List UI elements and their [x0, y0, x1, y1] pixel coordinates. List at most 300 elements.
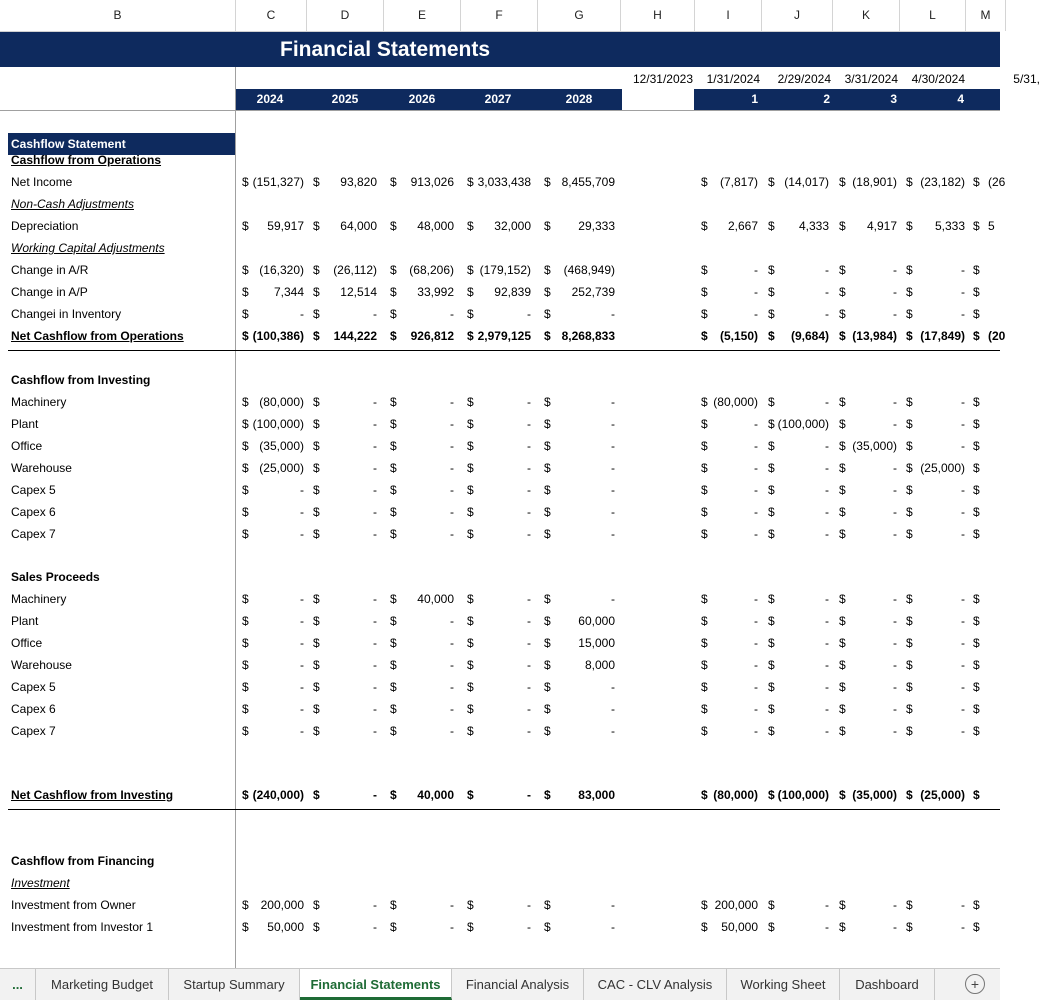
cell-value[interactable]: - — [825, 439, 829, 453]
cell-value[interactable]: 59,917 — [267, 219, 304, 233]
cell-value[interactable]: - — [527, 395, 531, 409]
cell-value[interactable]: - — [961, 592, 965, 606]
cell-value[interactable]: 92,839 — [494, 285, 531, 299]
tab-scroll-more[interactable]: ... — [0, 969, 36, 1000]
cell-value[interactable]: - — [754, 483, 758, 497]
cell-value[interactable]: - — [754, 680, 758, 694]
cell-value[interactable]: 2,979,125 — [477, 329, 531, 343]
cell-value[interactable]: 15,000 — [578, 636, 615, 650]
spreadsheet-grid[interactable] — [0, 32, 1040, 968]
cell-value[interactable]: - — [825, 285, 829, 299]
currency-symbol: $ — [313, 395, 320, 409]
cell-value[interactable]: - — [450, 920, 454, 934]
cell-value[interactable]: - — [373, 788, 377, 802]
cell-value[interactable]: 50,000 — [721, 920, 758, 934]
cell-value[interactable]: - — [300, 505, 304, 519]
cell-value[interactable]: - — [754, 285, 758, 299]
cell-value[interactable]: - — [754, 417, 758, 431]
cell-value[interactable]: - — [961, 527, 965, 541]
cell-value[interactable]: - — [611, 439, 615, 453]
cell-value[interactable]: - — [825, 658, 829, 672]
cell-value[interactable]: 29,333 — [578, 219, 615, 233]
cell-value[interactable] — [988, 281, 1028, 303]
cell-value[interactable]: - — [961, 395, 965, 409]
currency-symbol: $ — [839, 307, 846, 321]
cell-value[interactable]: (26 — [988, 175, 1006, 189]
cell-value[interactable]: - — [611, 898, 615, 912]
cell-value[interactable] — [988, 894, 1028, 916]
cell-value[interactable]: - — [961, 898, 965, 912]
cell-value[interactable]: - — [450, 680, 454, 694]
currency-symbol: $ — [313, 920, 320, 934]
currency-symbol: $ — [390, 417, 397, 431]
cell-value[interactable]: 144,222 — [333, 329, 377, 343]
cell-value[interactable]: - — [893, 592, 897, 606]
cell-value[interactable]: - — [961, 680, 965, 694]
cell-value[interactable]: - — [527, 483, 531, 497]
currency-symbol: $ — [544, 263, 551, 277]
cell-value[interactable]: - — [373, 505, 377, 519]
cell-value[interactable]: - — [527, 614, 531, 628]
currency-symbol: $ — [544, 920, 551, 934]
currency-symbol: $ — [906, 788, 913, 802]
cell-value[interactable]: - — [825, 898, 829, 912]
currency-symbol: $ — [701, 175, 708, 189]
currency-symbol: $ — [242, 898, 249, 912]
cell-value[interactable]: - — [373, 658, 377, 672]
table-row — [0, 894, 1000, 916]
cell-value[interactable]: - — [450, 395, 454, 409]
cell-value[interactable]: - — [373, 614, 377, 628]
cell-value[interactable]: - — [450, 307, 454, 321]
cell-value[interactable]: - — [300, 658, 304, 672]
cell-value[interactable]: (13,984) — [852, 329, 897, 343]
cell-value[interactable]: - — [527, 439, 531, 453]
cell-value[interactable] — [988, 391, 1028, 413]
cell-value[interactable]: 93,820 — [340, 175, 377, 189]
cell-value[interactable]: - — [611, 702, 615, 716]
currency-symbol: $ — [313, 483, 320, 497]
cell-value[interactable]: - — [754, 263, 758, 277]
currency-symbol: $ — [768, 658, 775, 672]
row-label: Change in A/P — [11, 285, 88, 299]
table-row — [0, 171, 1006, 193]
cell-value[interactable]: - — [893, 285, 897, 299]
cell-value[interactable]: - — [450, 702, 454, 716]
cell-value[interactable]: 4,333 — [798, 219, 829, 233]
cell-value[interactable]: - — [300, 614, 304, 628]
cell-value[interactable]: 200,000 — [714, 898, 758, 912]
cell-value[interactable]: 7,344 — [273, 285, 304, 299]
cell-value[interactable]: 252,739 — [571, 285, 615, 299]
cell-value[interactable]: - — [300, 724, 304, 738]
cell-value[interactable] — [988, 523, 1028, 545]
currency-symbol: $ — [906, 614, 913, 628]
column-header-c[interactable]: C — [236, 0, 307, 31]
cell-value[interactable]: - — [527, 724, 531, 738]
cell-value[interactable]: - — [893, 395, 897, 409]
cell-value[interactable]: - — [527, 702, 531, 716]
cell-value[interactable]: - — [450, 439, 454, 453]
cell-value[interactable]: (16,320) — [259, 263, 304, 277]
currency-symbol: $ — [973, 920, 980, 934]
cell-value[interactable]: 32,000 — [494, 219, 531, 233]
cell-value[interactable]: - — [893, 505, 897, 519]
tab-financial-statements[interactable]: Financial Statements — [300, 969, 452, 1000]
cell-value[interactable]: - — [754, 658, 758, 672]
cell-value[interactable]: (25,000) — [920, 788, 965, 802]
cell-value[interactable]: - — [961, 483, 965, 497]
currency-symbol: $ — [906, 592, 913, 606]
cell-value[interactable]: 50,000 — [267, 920, 304, 934]
cell-value[interactable]: - — [961, 285, 965, 299]
cell-value[interactable]: - — [825, 395, 829, 409]
row-label: Cashflow from Investing — [11, 373, 151, 387]
cell-value[interactable]: (179,152) — [479, 263, 531, 277]
currency-symbol: $ — [839, 702, 846, 716]
cell-value[interactable]: - — [373, 395, 377, 409]
cell-value[interactable]: - — [754, 461, 758, 475]
cell-value[interactable]: - — [893, 527, 897, 541]
cell-value[interactable]: - — [373, 461, 377, 475]
cell-value[interactable]: - — [373, 636, 377, 650]
row-label: Plant — [11, 614, 39, 628]
cell-value[interactable]: (240,000) — [252, 788, 304, 802]
cell-value[interactable]: - — [300, 483, 304, 497]
tab-startup-summary[interactable]: Startup Summary — [169, 969, 300, 1000]
cell-value[interactable]: - — [527, 658, 531, 672]
cell-value[interactable]: - — [961, 505, 965, 519]
cell-value[interactable]: (35,000) — [852, 788, 897, 802]
currency-symbol: $ — [973, 680, 980, 694]
cell-value[interactable]: 4,917 — [866, 219, 897, 233]
cell-value[interactable]: 2,667 — [727, 219, 758, 233]
currency-symbol: $ — [839, 920, 846, 934]
cell-value[interactable]: - — [373, 920, 377, 934]
cell-value[interactable]: - — [300, 307, 304, 321]
cell-value[interactable]: - — [961, 636, 965, 650]
cell-value[interactable]: - — [893, 614, 897, 628]
currency-symbol: $ — [313, 724, 320, 738]
cell-value[interactable]: (25,000) — [920, 461, 965, 475]
cell-value[interactable]: - — [450, 898, 454, 912]
currency-symbol: $ — [973, 658, 980, 672]
cell-value[interactable]: - — [825, 920, 829, 934]
column-header-d[interactable]: D — [307, 0, 384, 31]
currency-symbol: $ — [390, 285, 397, 299]
cell-value[interactable]: - — [300, 592, 304, 606]
column-header-m[interactable]: M — [966, 0, 1006, 31]
cell-value[interactable]: - — [825, 483, 829, 497]
cell-value[interactable]: - — [527, 461, 531, 475]
cell-value[interactable]: - — [373, 527, 377, 541]
cell-value[interactable]: (18,901) — [852, 175, 897, 189]
currency-symbol: $ — [390, 636, 397, 650]
cell-value[interactable]: - — [527, 898, 531, 912]
cell-value[interactable]: (80,000) — [259, 395, 304, 409]
tab-dashboard[interactable]: Dashboard — [840, 969, 935, 1000]
currency-symbol: $ — [467, 636, 474, 650]
cell-value[interactable]: - — [611, 483, 615, 497]
cell-value[interactable]: - — [450, 658, 454, 672]
cell-value[interactable]: (151,327) — [252, 175, 304, 189]
cell-value[interactable]: - — [754, 307, 758, 321]
cell-value[interactable]: - — [373, 439, 377, 453]
cell-value[interactable]: - — [961, 307, 965, 321]
cell-value[interactable]: - — [893, 680, 897, 694]
cell-value[interactable]: - — [825, 680, 829, 694]
cell-value[interactable] — [988, 413, 1028, 435]
cell-value[interactable]: - — [611, 592, 615, 606]
cell-value[interactable]: - — [450, 724, 454, 738]
column-header-h[interactable]: H — [621, 0, 695, 31]
cell-value[interactable]: 60,000 — [578, 614, 615, 628]
cell-value[interactable]: - — [825, 263, 829, 277]
cell-value[interactable]: - — [373, 307, 377, 321]
currency-symbol: $ — [544, 439, 551, 453]
cell-value[interactable]: - — [825, 724, 829, 738]
cell-value[interactable]: - — [754, 702, 758, 716]
cell-value[interactable]: - — [611, 527, 615, 541]
cell-value[interactable]: - — [373, 417, 377, 431]
cell-value[interactable]: (35,000) — [852, 439, 897, 453]
cell-value[interactable]: (468,949) — [563, 263, 615, 277]
cell-value[interactable]: - — [450, 483, 454, 497]
cell-value[interactable]: (17,849) — [920, 329, 965, 343]
cell-value[interactable]: - — [961, 920, 965, 934]
cell-value[interactable]: - — [373, 680, 377, 694]
cell-value[interactable]: - — [825, 505, 829, 519]
column-header-g[interactable]: G — [538, 0, 621, 31]
cell-value[interactable] — [988, 610, 1028, 632]
cell-value[interactable]: (20 — [988, 329, 1006, 343]
cell-value[interactable]: (26,112) — [333, 263, 377, 277]
cell-value[interactable]: - — [373, 592, 377, 606]
cell-value[interactable]: 40,000 — [417, 788, 454, 802]
cell-value[interactable]: 83,000 — [578, 788, 615, 802]
cell-value[interactable] — [988, 479, 1028, 501]
cell-value[interactable]: 12,514 — [340, 285, 377, 299]
cell-value[interactable]: - — [527, 307, 531, 321]
cell-value[interactable] — [988, 654, 1028, 676]
cell-value[interactable] — [988, 916, 1028, 938]
cell-value[interactable]: - — [893, 483, 897, 497]
cell-value[interactable]: (100,000) — [777, 788, 829, 802]
cell-value[interactable]: - — [961, 724, 965, 738]
tab-financial-analysis[interactable]: Financial Analysis — [452, 969, 584, 1000]
year-header: 2025 — [331, 92, 359, 106]
cell-value[interactable]: (100,386) — [252, 329, 304, 343]
cell-value[interactable]: (100,000) — [777, 417, 829, 431]
cell-value[interactable]: - — [611, 505, 615, 519]
cell-value[interactable]: - — [754, 592, 758, 606]
cell-value[interactable]: 8,268,833 — [561, 329, 615, 343]
cell-value[interactable]: - — [450, 417, 454, 431]
cell-value[interactable]: - — [527, 527, 531, 541]
cell-value[interactable]: (9,684) — [790, 329, 829, 343]
cell-value[interactable]: - — [825, 702, 829, 716]
add-sheet-icon[interactable]: + — [965, 974, 985, 994]
column-header-i[interactable]: I — [695, 0, 762, 31]
tab-cac-clv-analysis[interactable]: CAC - CLV Analysis — [584, 969, 727, 1000]
cell-value[interactable]: - — [754, 724, 758, 738]
cell-value[interactable]: (68,206) — [409, 263, 454, 277]
cell-value[interactable] — [988, 632, 1028, 654]
cell-value[interactable]: - — [825, 461, 829, 475]
cell-value[interactable] — [988, 588, 1028, 610]
cell-value[interactable]: - — [893, 898, 897, 912]
cell-value[interactable]: - — [754, 527, 758, 541]
currency-symbol: $ — [467, 505, 474, 519]
cell-value[interactable]: 926,812 — [410, 329, 454, 343]
tab-marketing-budget[interactable]: Marketing Budget — [36, 969, 169, 1000]
cell-value[interactable]: 64,000 — [340, 219, 377, 233]
cell-value[interactable]: - — [893, 702, 897, 716]
cell-value[interactable]: - — [961, 658, 965, 672]
cell-value[interactable]: 913,026 — [410, 175, 454, 189]
cell-value[interactable]: - — [450, 527, 454, 541]
cell-value[interactable]: - — [450, 505, 454, 519]
cell-value[interactable]: (80,000) — [713, 395, 758, 409]
cell-value[interactable]: (25,000) — [259, 461, 304, 475]
cell-value[interactable]: - — [527, 680, 531, 694]
currency-symbol: $ — [467, 329, 474, 343]
cell-value[interactable]: (80,000) — [713, 788, 758, 802]
currency-symbol: $ — [544, 461, 551, 475]
row-label: Net Cashflow from Operations — [11, 329, 184, 343]
cell-value[interactable]: - — [961, 263, 965, 277]
cell-value[interactable]: - — [825, 307, 829, 321]
cell-value[interactable] — [988, 698, 1028, 720]
currency-symbol: $ — [313, 461, 320, 475]
row-label: Sales Proceeds — [11, 570, 100, 584]
cell-value[interactable]: (35,000) — [259, 439, 304, 453]
cell-value[interactable]: - — [825, 592, 829, 606]
column-header-e[interactable]: E — [384, 0, 461, 31]
cell-value[interactable]: 33,992 — [417, 285, 454, 299]
cell-value[interactable]: - — [754, 636, 758, 650]
cell-value[interactable] — [988, 720, 1028, 742]
cell-value[interactable]: - — [450, 636, 454, 650]
currency-symbol: $ — [973, 395, 980, 409]
row-label: Machinery — [11, 395, 67, 409]
cell-value[interactable]: - — [527, 920, 531, 934]
cell-value[interactable]: 48,000 — [417, 219, 454, 233]
cell-value[interactable]: (5,150) — [719, 329, 758, 343]
column-header-j[interactable]: J — [762, 0, 833, 31]
period-header: 4 — [957, 92, 964, 106]
cell-value[interactable]: - — [300, 527, 304, 541]
cell-value[interactable]: - — [893, 724, 897, 738]
cell-value[interactable]: - — [893, 263, 897, 277]
cell-value[interactable]: 40,000 — [417, 592, 454, 606]
column-header-f[interactable]: F — [461, 0, 538, 31]
cell-value[interactable]: 3,033,438 — [477, 175, 531, 189]
cell-value[interactable]: - — [300, 636, 304, 650]
cell-value[interactable]: - — [961, 702, 965, 716]
cell-value[interactable]: 5,333 — [934, 219, 965, 233]
cell-value[interactable]: - — [961, 614, 965, 628]
cell-value[interactable] — [988, 303, 1028, 325]
cell-value[interactable]: - — [527, 636, 531, 650]
cell-value[interactable] — [988, 435, 1028, 457]
cell-value[interactable] — [988, 259, 1028, 281]
cell-value[interactable] — [988, 501, 1028, 523]
cell-value[interactable]: - — [893, 461, 897, 475]
currency-symbol: $ — [390, 658, 397, 672]
currency-symbol: $ — [973, 417, 980, 431]
cell-value[interactable]: - — [825, 636, 829, 650]
cell-value[interactable]: - — [450, 461, 454, 475]
cell-value[interactable]: - — [754, 505, 758, 519]
total-border-investing — [8, 809, 1000, 810]
cell-value[interactable]: - — [611, 461, 615, 475]
cell-value[interactable]: - — [825, 614, 829, 628]
currency-symbol: $ — [701, 788, 708, 802]
cell-value[interactable]: - — [893, 920, 897, 934]
column-header-k[interactable]: K — [833, 0, 900, 31]
cell-value[interactable]: - — [611, 680, 615, 694]
cell-value[interactable]: - — [825, 527, 829, 541]
cell-value[interactable]: - — [373, 702, 377, 716]
cell-value[interactable]: - — [450, 614, 454, 628]
row-label: Warehouse — [11, 658, 72, 672]
cell-value[interactable]: - — [893, 417, 897, 431]
cell-value[interactable]: - — [300, 680, 304, 694]
currency-symbol: $ — [467, 263, 474, 277]
cell-value[interactable]: - — [527, 417, 531, 431]
currency-symbol: $ — [839, 658, 846, 672]
cell-value[interactable]: 200,000 — [260, 898, 304, 912]
cell-value[interactable]: 8,455,709 — [561, 175, 615, 189]
cell-value[interactable] — [988, 676, 1028, 698]
cell-value[interactable]: - — [754, 614, 758, 628]
cell-value[interactable]: - — [611, 307, 615, 321]
cell-value[interactable]: - — [527, 592, 531, 606]
cell-value[interactable]: - — [611, 417, 615, 431]
currency-symbol: $ — [906, 219, 913, 233]
cell-value[interactable]: - — [893, 307, 897, 321]
cell-value[interactable]: - — [373, 483, 377, 497]
cell-value[interactable] — [988, 784, 1028, 806]
cell-value[interactable]: - — [611, 724, 615, 738]
cell-value[interactable]: - — [961, 417, 965, 431]
cell-value[interactable]: - — [527, 788, 531, 802]
cell-value[interactable]: - — [893, 658, 897, 672]
cell-value[interactable]: (7,817) — [719, 175, 758, 189]
cell-value[interactable]: 5 — [988, 219, 995, 233]
cell-value[interactable] — [988, 457, 1028, 479]
cell-value[interactable]: (23,182) — [920, 175, 965, 189]
column-header-b[interactable]: B — [0, 0, 236, 31]
column-header-l[interactable]: L — [900, 0, 966, 31]
currency-symbol: $ — [467, 724, 474, 738]
cell-value[interactable]: - — [754, 439, 758, 453]
cell-value[interactable]: - — [611, 395, 615, 409]
tab-working-sheet[interactable]: Working Sheet — [727, 969, 840, 1000]
cell-value[interactable]: - — [373, 898, 377, 912]
cell-value[interactable]: - — [527, 505, 531, 519]
cell-value[interactable]: (100,000) — [252, 417, 304, 431]
total-border-operations — [8, 350, 1000, 351]
cell-value[interactable]: - — [611, 920, 615, 934]
cell-value[interactable]: (14,017) — [784, 175, 829, 189]
cell-value[interactable]: - — [373, 724, 377, 738]
cell-value[interactable]: - — [300, 702, 304, 716]
cell-value[interactable]: - — [961, 439, 965, 453]
cell-value[interactable]: - — [893, 636, 897, 650]
cell-value[interactable]: 8,000 — [584, 658, 615, 672]
